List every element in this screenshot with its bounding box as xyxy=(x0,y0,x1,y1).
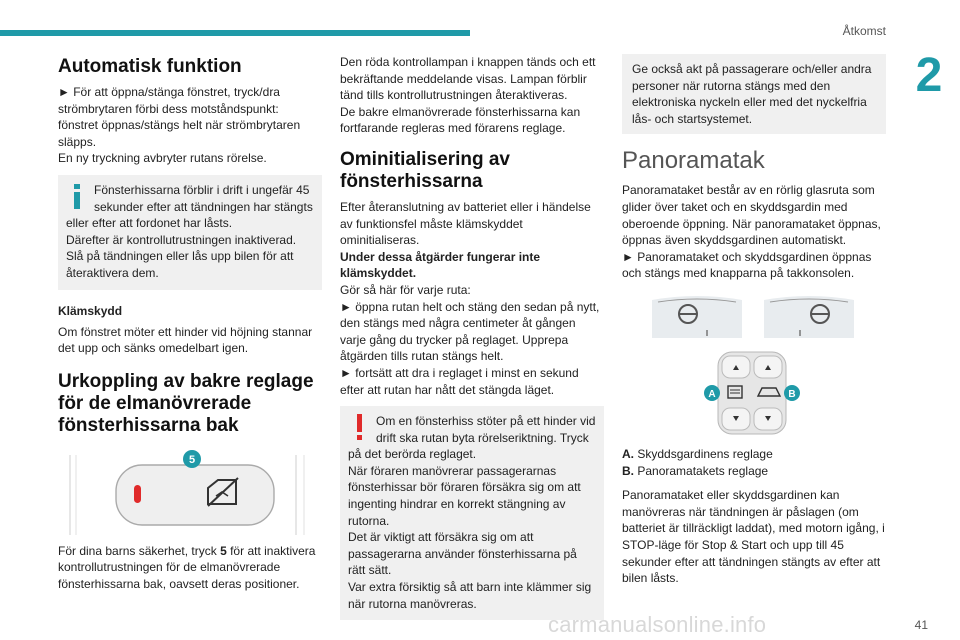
info-note-text: Fönsterhissarna förblir i drift i ungefär 45 sekunder efter att tändningen har stängts eller efter att fordonet har låsts. Därefter är kontrollutrustningen inaktiverad. Slå på tändningen eller lås upp bilen för att återaktivera dem. xyxy=(66,182,313,280)
figure-label-b: B xyxy=(788,388,796,400)
paragraph-omini-2: Gör så här för varje ruta: ► öppna rutan helt och stäng den sedan på nytt, den stängs med några centimeter åt gången varje gång du trycker på reglaget. Upprepa åtgärden tills rutan stängs helt. ► fortsätt att dra i reglaget i minst en sekund efter att rutan har nått det stängda läget. xyxy=(340,282,600,397)
info-icon xyxy=(66,182,88,212)
chapter-number: 2 xyxy=(915,48,943,102)
column-1 xyxy=(58,50,322,601)
figure-badge-5: 5 xyxy=(188,453,196,466)
paragraph-panoramatak: Panoramataket består av en rörlig glasruta som glider över taket och en skyddsgardin med oberoende öppning. När panoramataket öppnas, öppnas även skyddsgardinen automatiskt. ► Panoramataket och skyddsgardinen öppnas och stängs med knapparna på takkonsolen. xyxy=(622,183,881,281)
column-3 xyxy=(622,54,886,595)
figure-label-a: A xyxy=(708,388,716,400)
heading-ominitialisering: Ominitialisering av fönsterhissarna xyxy=(340,148,510,192)
note-passagerare-text: Ge också akt på passagerare och/eller andra personer när rutorna stängs med den elektroniska nyckeln eller med det nyckelfria lås- och startsystemet. xyxy=(632,62,872,126)
warning-icon xyxy=(348,413,370,443)
paragraph-automatisk: ► För att öppna/stänga fönstret, tryck/dra strömbrytaren förbi dess motståndspunkt: fönstret öppnas/stängs helt när strömbrytaren släpps. En ny tryckning avbryter rutans rörelse. xyxy=(58,85,301,166)
watermark: carmanualsonline.info xyxy=(548,612,767,637)
paragraph-roda-lampan: Den röda kontrollampan i knappen tänds och ett bekräftande meddelande visas. Lampan förblir tänd tills kontrollutrustningen återaktiveras. De bakre elmanövrerade fönsterhissarna kan fortfarande regleras med förarens reglage. xyxy=(340,55,596,136)
header-accent-bar xyxy=(0,30,470,36)
info-note-passagerare xyxy=(622,54,886,134)
chapter-tab xyxy=(898,40,960,110)
paragraph-panoramatak-2: Panoramataket eller skyddsgardinen kan manövreras när tändningen är påslagen (om batteriet är tillräckligt laddat), med motorn igång, i STOP-läge för Stop & Start och upp till 45 sekunder efter att tändningen stängts av efter att bilen låsts. xyxy=(622,488,885,586)
page-number: 41 xyxy=(914,618,928,632)
warning-note xyxy=(340,406,604,620)
legend-item-a: A. Skyddsgardinens reglage xyxy=(622,446,773,461)
paragraph-barnsakerhet: För dina barns säkerhet, tryck 5 för att inaktivera kontrollutrustningen för de elmanövrerade fönsterhissarna bak, oavsett deras positioner. xyxy=(58,543,316,591)
paragraph-klamskydd: Om fönstret möter ett hinder vid höjning stannar det upp och sänks omedelbart igen. xyxy=(58,324,313,356)
info-note xyxy=(58,175,322,290)
section-title: Åtkomst xyxy=(842,24,886,38)
steering-view-right xyxy=(764,296,854,338)
roof-control-panel xyxy=(718,352,786,434)
column-2 xyxy=(340,54,604,630)
heading-klamskydd: Klämskydd xyxy=(58,303,123,318)
child-lock-button-figure xyxy=(58,447,322,537)
legend-item-b: B. Panoramatakets reglage xyxy=(622,463,769,478)
heading-automatisk-funktion: Automatisk funktion xyxy=(58,56,242,77)
heading-urkoppling: Urkoppling av bakre reglage för de elmanövrerade fönsterhissarna bak xyxy=(58,370,314,436)
paragraph-omini-1: Efter återanslutning av batteriet eller i händelse av funktionsfel måste klämskyddet ominitialiseras. xyxy=(340,199,591,248)
steering-view-left xyxy=(652,296,742,338)
paragraph-omini-bold: Under dessa åtgärder fungerar inte klämskyddet. xyxy=(340,249,541,281)
heading-panoramatak: Panoramatak xyxy=(622,147,765,175)
red-indicator-lamp xyxy=(134,485,141,503)
figure-legend xyxy=(622,446,886,479)
warning-note-text: Om en fönsterhiss stöter på ett hinder vid drift ska rutan byta rörelseriktning. Tryck på det berörda reglaget. När föraren manövrerar passagerarnas fönsterhissar bör föraren försäkra sig om att ingenting hindrar en korrekt stängning av rutorna. Det är viktigt att försäkra sig om att passagerarna använder fönsterhissarna på rätt sätt. Var extra försiktig så att barn inte klämmer sig när rutorna manövreras. xyxy=(348,414,596,611)
roof-console-figure xyxy=(622,290,886,440)
